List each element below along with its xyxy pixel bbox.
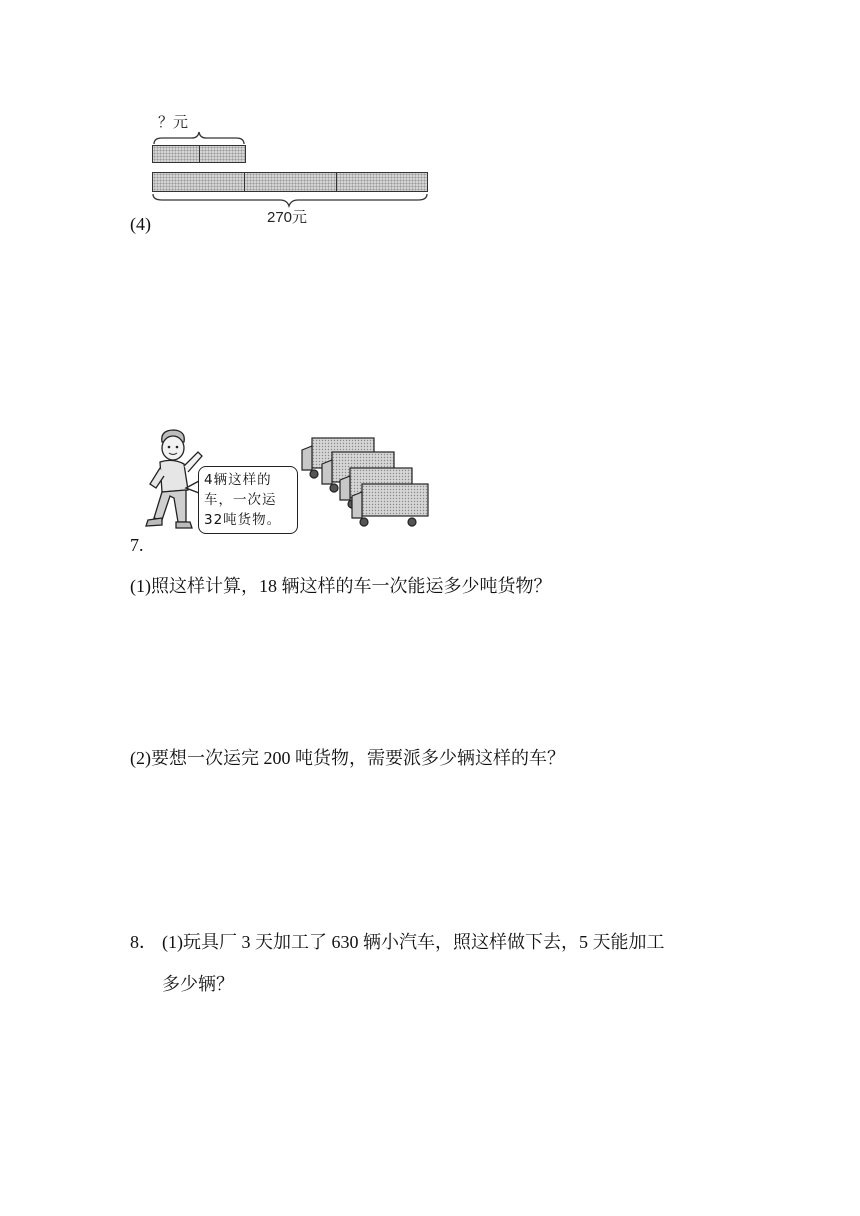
short-bar bbox=[152, 145, 246, 163]
speech-line: 4辆这样的 bbox=[204, 472, 272, 488]
question-number-7: 7. bbox=[130, 535, 144, 555]
long-bar bbox=[152, 172, 428, 192]
question-7-part-1: (1)照这样计算，18 辆这样的车一次能运多少吨货物？ bbox=[130, 576, 552, 596]
speech-line: 32吨货物。 bbox=[204, 512, 282, 528]
top-brace bbox=[150, 130, 250, 146]
speech-line: 车，一次运 bbox=[204, 492, 277, 508]
question-8-part-1-line-1: (1)玩具厂 3 天加工了 630 辆小汽车，照这样做下去，5 天能加工 bbox=[162, 932, 665, 952]
top-amount-label: ？元 bbox=[158, 114, 189, 131]
question-8-part-1-line-2: 多少辆？ bbox=[162, 974, 234, 994]
long-bar-divider bbox=[336, 173, 337, 191]
short-bar-divider bbox=[199, 146, 200, 162]
speech-bubble bbox=[198, 466, 298, 534]
trucks-illustration bbox=[300, 436, 440, 532]
truck bbox=[352, 484, 428, 526]
long-bar-divider bbox=[244, 173, 245, 191]
question-number-4: (4) bbox=[130, 214, 151, 234]
question-7-part-2: (2)要想一次运完 200 吨货物，需要派多少辆这样的车？ bbox=[130, 748, 565, 768]
question-number-8: 8． bbox=[130, 932, 157, 952]
bottom-amount-label: 270元 bbox=[267, 209, 308, 226]
